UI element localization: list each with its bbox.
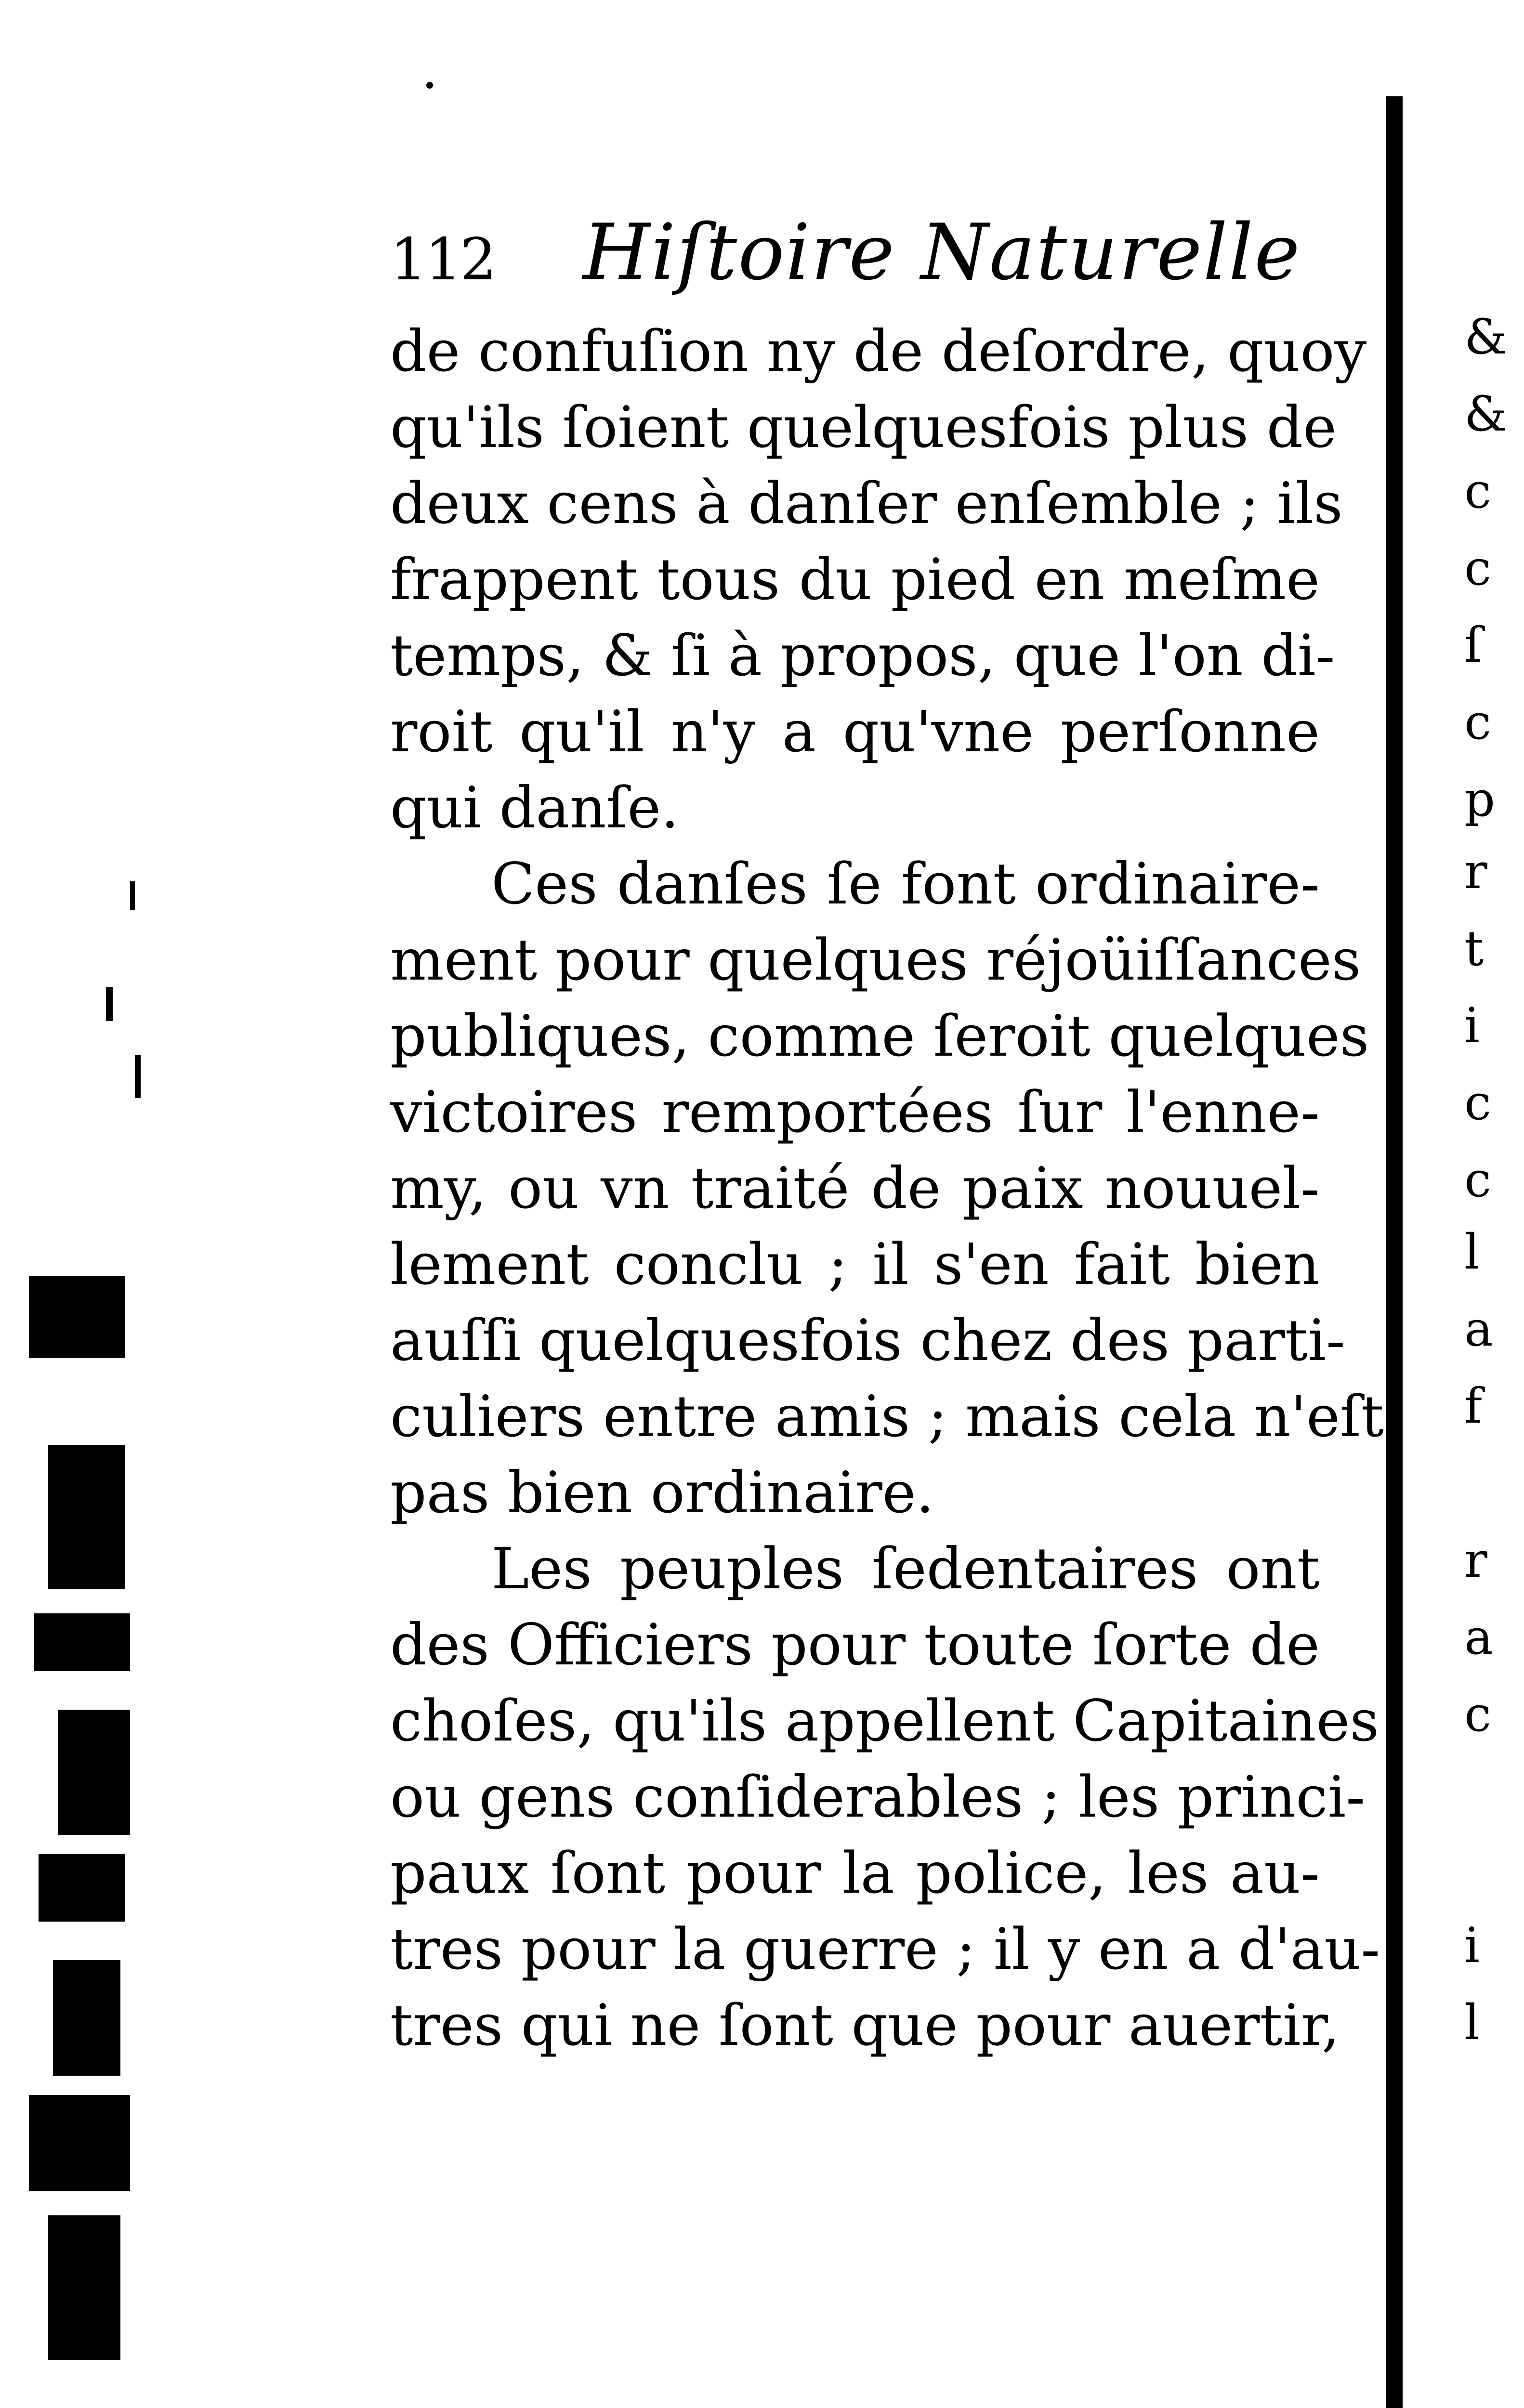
text-line: pas bien ordinaire. (390, 1459, 934, 1526)
text-line: my, ou vn traité de paix nouuel- (390, 1155, 1320, 1221)
margin-char: r (1464, 843, 1487, 900)
margin-char: c (1464, 1152, 1492, 1208)
text-line: de confuſion ny de deſordre, quoy (390, 318, 1367, 384)
margin-char: t (1464, 920, 1484, 977)
paragraph (390, 313, 1367, 846)
paragraph (390, 1531, 1380, 2063)
body-text (390, 313, 1384, 2063)
text-line: tres qui ne ſont que pour auertir, (390, 1992, 1340, 2058)
margin-char: & (1464, 386, 1508, 442)
text-line: roit qu'il n'y a qu'vne perſonne (390, 698, 1320, 765)
text-line: auſſi quelquesfois chez des parti- (390, 1307, 1345, 1374)
text-line: lement conclu ; il s'en fait bien (390, 1231, 1320, 1297)
running-head (390, 207, 1353, 299)
text-line: qu'ils ſoient quelquesfois plus de (390, 394, 1337, 460)
margin-char: a (1464, 1609, 1493, 1665)
margin-char: p (1464, 771, 1496, 827)
margin-char: c (1464, 1074, 1492, 1131)
gutter-rule (1386, 96, 1403, 2408)
text-line: qui danſe. (390, 774, 679, 841)
margin-char: c (1464, 540, 1492, 596)
text-line: frappent tous du pied en meſme (390, 546, 1320, 613)
paragraph (390, 846, 1384, 1531)
margin-char: i (1464, 997, 1480, 1054)
margin-char: c (1464, 694, 1492, 750)
running-title: Hiſtoire Naturelle (583, 207, 1301, 297)
margin-char: c (1464, 1686, 1492, 1742)
text-line: Ces danſes ſe font ordinaire- (491, 851, 1320, 917)
margin-char: c (1464, 463, 1492, 519)
margin-char: & (1464, 309, 1508, 365)
page-number: 112 (390, 226, 495, 293)
margin-char: ſ (1464, 617, 1483, 673)
scan-speck (426, 82, 433, 89)
text-line: deux cens à danſer enſemble ; ils (390, 470, 1343, 537)
margin-char: i (1464, 1917, 1480, 1974)
margin-char: f (1464, 1378, 1483, 1434)
text-line: temps, & ſi à propos, que l'on di- (390, 622, 1335, 689)
text-line: victoires remportées ſur l'enne- (390, 1079, 1320, 1145)
text-line: ment pour quelques réjoüiſſances (390, 927, 1361, 993)
text-line: Les peuples ſedentaires ont (491, 1535, 1320, 1602)
margin-char: l (1464, 1994, 1480, 2051)
text-line: publiques, comme ſeroit quelques (390, 1003, 1369, 1069)
text-line: paux ſont pour la police, les au- (390, 1840, 1320, 1906)
scan-artifact-left (19, 1276, 145, 2408)
text-line: ou gens conſiderables ; les princi- (390, 1764, 1366, 1830)
margin-char: l (1464, 1224, 1480, 1280)
text-line: choſes, qu'ils appellent Capitaines (390, 1688, 1379, 1754)
text-line: tres pour la guerre ; il y en a d'au- (390, 1916, 1380, 1982)
margin-char: a (1464, 1301, 1493, 1357)
margin-char: r (1464, 1532, 1487, 1588)
text-line: des Officiers pour toute ſorte de (390, 1611, 1320, 1678)
text-line: culiers entre amis ; mais cela n'eſt (390, 1383, 1384, 1450)
